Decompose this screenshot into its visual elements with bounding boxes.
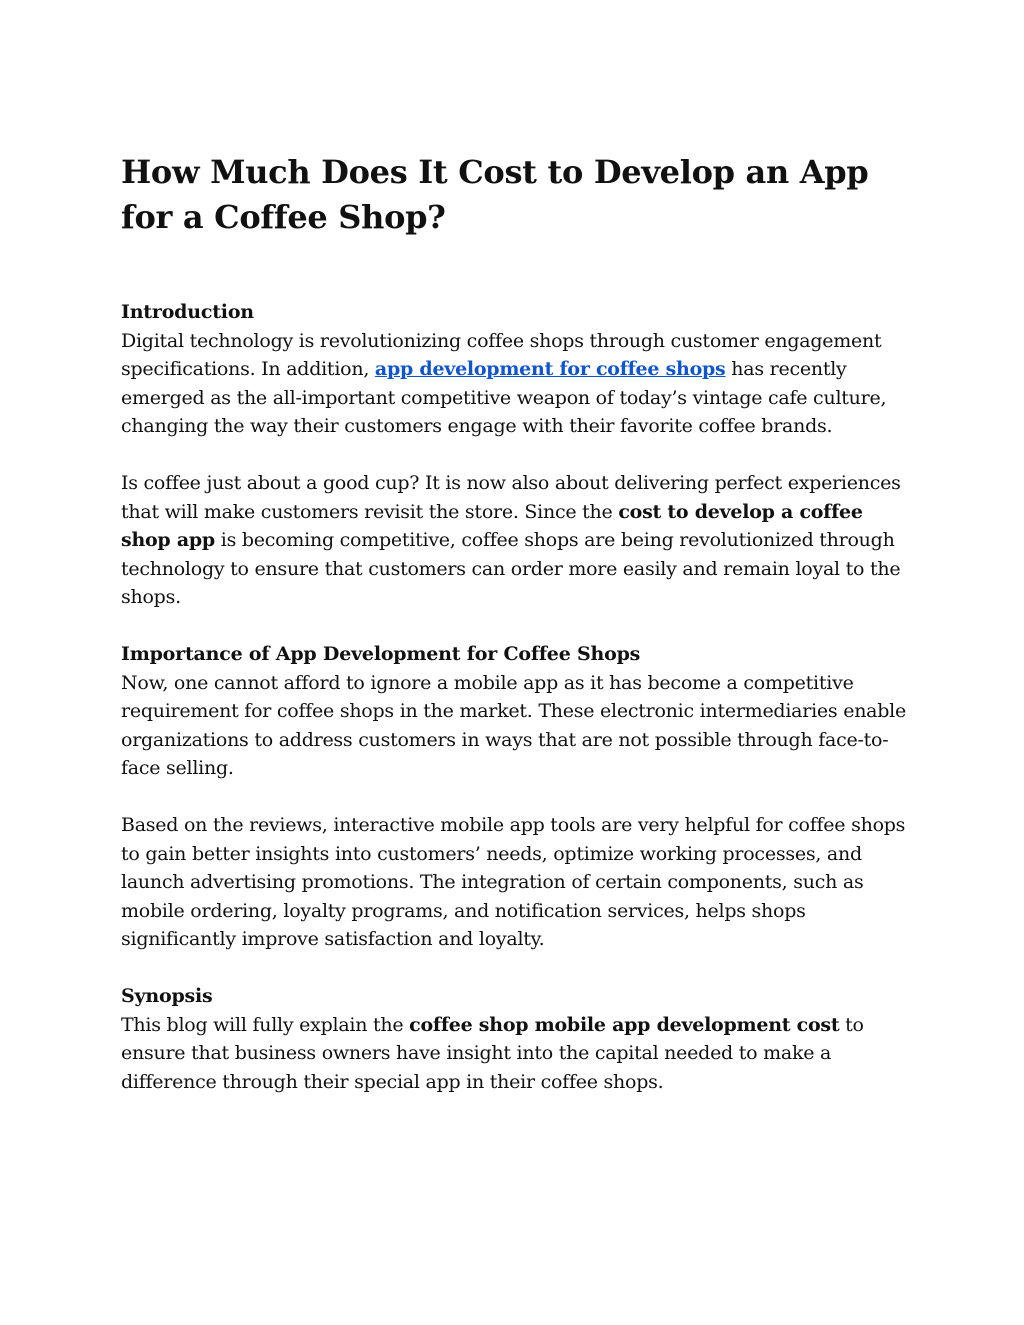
intro-p2-text-after: is becoming competitive, coffee shops are being revolutionized through technology to ensure that customers can order more easily and remain loyal to the shops. <box>121 529 901 608</box>
importance-heading: Importance of App Development for Coffee Shops <box>121 643 641 665</box>
introduction-heading: Introduction <box>121 301 254 323</box>
introduction-paragraph-1 <box>121 327 911 441</box>
synopsis-text-after: to ensure that business owners have insight into the capital needed to make a difference through their special app in their coffee shops. <box>121 1013 864 1093</box>
intro-p1-text-before: Digital technology is revolutionizing coffee shops through customer engagement specifications. In addition, <box>121 329 882 380</box>
importance-section <box>121 640 911 954</box>
intro-p2-bold-text: cost to develop a coffee shop app <box>121 500 863 551</box>
synopsis-bold-text: coffee shop mobile app development cost <box>409 1013 840 1036</box>
introduction-paragraph-2 <box>121 469 911 612</box>
synopsis-text-before: This blog will fully explain the <box>121 1013 410 1036</box>
intro-p2-text-before: Is coffee just about a good cup? It is now also about delivering perfect experiences that will make customers revisit the store. Since the <box>121 472 901 523</box>
importance-paragraph-2: Based on the reviews, interactive mobile app tools are very helpful for coffee shops to gain better insights into customers’ needs, optimize working processes, and launch advertising promotions. The integration of certain components, such as mobile ordering, loyalty programs, and notification services, helps shops significantly improve satisfaction and loyalty. <box>121 814 906 950</box>
document-page <box>121 150 911 1096</box>
page-title: How Much Does It Cost to Develop an App for a Coffee Shop? <box>121 153 869 236</box>
introduction-section <box>121 298 911 612</box>
intro-p1-text-after: has recently emerged as the all-important competitive weapon of today’s vintage cafe culture, changing the way their customers engage with their favorite coffee brands. <box>121 358 887 437</box>
synopsis-heading: Synopsis <box>121 985 213 1007</box>
synopsis-paragraph <box>121 1011 911 1097</box>
app-development-link[interactable]: app development for coffee shops <box>374 358 726 380</box>
importance-paragraph-1: Now, one cannot afford to ignore a mobile app as it has become a competitive requirement for coffee shops in the market. These electronic intermediaries enable organizations to address customers in ways that are not possible through face-to-face selling. <box>121 671 906 779</box>
synopsis-section <box>121 982 911 1096</box>
